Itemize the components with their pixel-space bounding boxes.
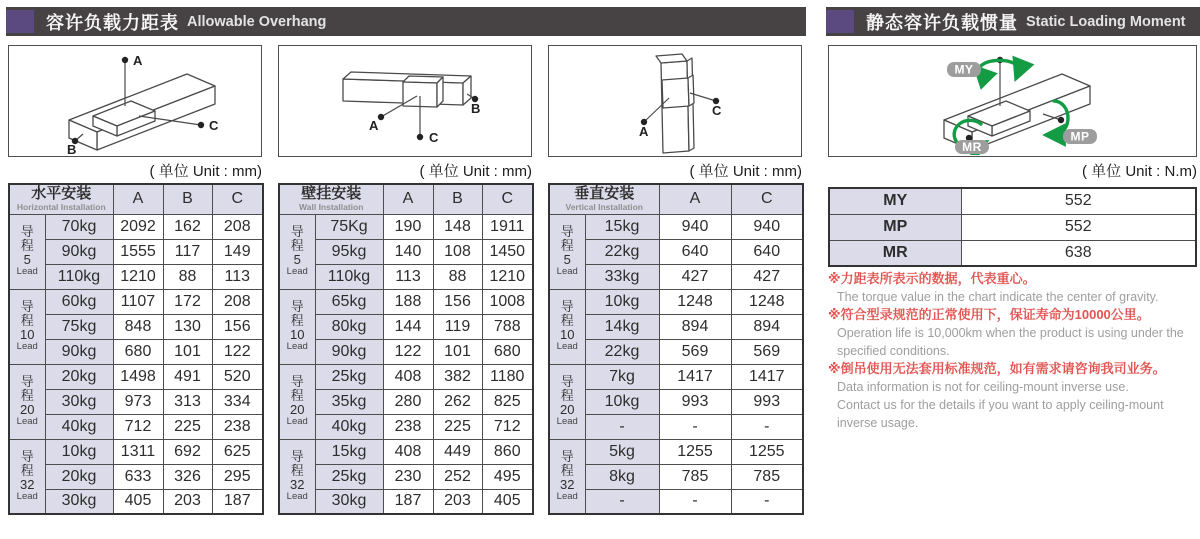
value-cell: 680 [482, 339, 533, 364]
value-cell: 149 [212, 239, 263, 264]
value-cell: 569 [731, 339, 803, 364]
value-cell: 860 [482, 439, 533, 464]
value-cell: - [659, 414, 731, 439]
table-row [279, 289, 533, 314]
value-cell: 144 [383, 314, 433, 339]
wall-rail-drawing [279, 46, 530, 155]
table-row [549, 389, 803, 414]
lead-group-label: 导 程 5 Lead [9, 214, 45, 289]
load-cell: - [585, 489, 659, 514]
table-title-cn: 垂直安装 [574, 185, 635, 203]
note [828, 360, 1200, 432]
value-cell: 203 [163, 489, 212, 514]
table-row [9, 414, 263, 439]
value-cell: 894 [731, 314, 803, 339]
value-cell: 88 [433, 264, 482, 289]
value-cell: 405 [113, 489, 163, 514]
value-cell: - [659, 489, 731, 514]
load-cell: 25kg [315, 364, 383, 389]
value-cell: 187 [212, 489, 263, 514]
value-cell: 122 [212, 339, 263, 364]
value-cell: 625 [212, 439, 263, 464]
unit-label-nm: ( 单位 Unit : N.m) [1082, 163, 1197, 180]
table-static-moment [828, 187, 1197, 267]
dim-label-b: B [471, 101, 481, 116]
column-header-A: A [659, 184, 731, 214]
table-row [549, 464, 803, 489]
moment-label-mr: MR [962, 140, 982, 154]
table-row [549, 414, 803, 439]
value-cell: 993 [659, 389, 731, 414]
table-row [9, 464, 263, 489]
load-cell: 20kg [45, 364, 113, 389]
value-cell: 1311 [113, 439, 163, 464]
value-cell: 520 [212, 364, 263, 389]
load-cell: 40kg [315, 414, 383, 439]
table-wall-installation [278, 183, 534, 515]
load-cell: 35kg [315, 389, 383, 414]
table-title-en: Vertical Installation [565, 201, 643, 212]
load-cell: 14kg [585, 314, 659, 339]
value-cell: 172 [163, 289, 212, 314]
moment-label-cell: MP [829, 214, 961, 240]
value-cell: 113 [212, 264, 263, 289]
load-cell: 110kg [45, 264, 113, 289]
notes [828, 270, 1200, 432]
value-cell: 427 [659, 264, 731, 289]
lead-group-label: 导 程 32 Lead [279, 439, 315, 514]
load-cell: 33kg [585, 264, 659, 289]
table-row [9, 239, 263, 264]
value-cell: 940 [659, 214, 731, 239]
column-header-C: C [731, 184, 803, 214]
value-cell: 225 [163, 414, 212, 439]
value-cell: 188 [383, 289, 433, 314]
value-cell: 130 [163, 314, 212, 339]
note-en: The torque value in the chart indicate the center of gravity. [837, 290, 1159, 304]
value-cell: 382 [433, 364, 482, 389]
unit-label-mm: ( 单位 Unit : mm) [419, 163, 532, 180]
load-cell: 110kg [315, 264, 383, 289]
table-title-cn: 壁挂安装 [301, 185, 362, 203]
value-cell: 1107 [113, 289, 163, 314]
value-cell: 569 [659, 339, 731, 364]
value-cell: 230 [383, 464, 433, 489]
load-cell: 90kg [45, 239, 113, 264]
section-header-overhang [6, 7, 806, 36]
value-cell: 825 [482, 389, 533, 414]
value-cell: 122 [383, 339, 433, 364]
value-cell: 449 [433, 439, 482, 464]
vertical-rail-drawing [549, 46, 800, 155]
value-cell: 1417 [659, 364, 731, 389]
moment-value-cell: 638 [961, 240, 1196, 266]
section-title-en: Allowable Overhang [187, 13, 327, 30]
value-cell: 208 [212, 214, 263, 239]
table-title [549, 184, 659, 214]
value-cell: 156 [433, 289, 482, 314]
dim-label-c: C [712, 103, 722, 118]
column-header-C: C [212, 184, 263, 214]
value-cell: 252 [433, 464, 482, 489]
value-cell: 408 [383, 439, 433, 464]
value-cell: 238 [212, 414, 263, 439]
value-cell: 1498 [113, 364, 163, 389]
moment-label-my: MY [954, 62, 974, 77]
table-row [829, 188, 1196, 214]
dim-label-a: A [133, 53, 143, 68]
value-cell: 633 [113, 464, 163, 489]
table-vertical-installation [548, 183, 804, 515]
value-cell: 238 [383, 414, 433, 439]
value-cell: - [731, 414, 803, 439]
value-cell: 148 [433, 214, 482, 239]
horizontal-rail-drawing [9, 46, 260, 155]
unit-label-mm: ( 单位 Unit : mm) [149, 163, 262, 180]
note-en: Data information is not for ceiling-mount inverse use. [837, 380, 1129, 394]
table-row [9, 439, 263, 464]
lead-group-label: 导 程 32 Lead [9, 439, 45, 514]
value-cell: 1248 [731, 289, 803, 314]
diagram-vertical-installation [548, 45, 802, 157]
column-header-B: B [163, 184, 212, 214]
value-cell: 101 [433, 339, 482, 364]
load-cell: 8kg [585, 464, 659, 489]
value-cell: 788 [482, 314, 533, 339]
value-cell: 2092 [113, 214, 163, 239]
value-cell: 280 [383, 389, 433, 414]
load-cell: 75Kg [315, 214, 383, 239]
load-cell: 5kg [585, 439, 659, 464]
value-cell: 113 [383, 264, 433, 289]
table-row [279, 464, 533, 489]
table-title-en: Horizontal Installation [16, 201, 106, 212]
value-cell: 408 [383, 364, 433, 389]
value-cell: 225 [433, 414, 482, 439]
dim-label-c: C [429, 130, 439, 145]
value-cell: 1450 [482, 239, 533, 264]
table-row [549, 339, 803, 364]
value-cell: 712 [113, 414, 163, 439]
load-cell: 20kg [45, 464, 113, 489]
value-cell: 405 [482, 489, 533, 514]
table-row [279, 339, 533, 364]
value-cell: 88 [163, 264, 212, 289]
table-row [279, 489, 533, 514]
load-cell: 60kg [45, 289, 113, 314]
value-cell: 101 [163, 339, 212, 364]
load-cell: 22kg [585, 339, 659, 364]
value-cell: 295 [212, 464, 263, 489]
value-cell: 1210 [482, 264, 533, 289]
note-en: Contact us for the details if you want to apply ceiling-mount [837, 398, 1164, 412]
note-en: Operation life is 10,000km when the product is using under the [837, 326, 1184, 340]
table-row [829, 214, 1196, 240]
table-row [9, 289, 263, 314]
value-cell: 1248 [659, 289, 731, 314]
value-cell: 640 [659, 239, 731, 264]
lead-group-label: 导 程 20 Lead [549, 364, 585, 439]
table-row [9, 389, 263, 414]
value-cell: 140 [383, 239, 433, 264]
value-cell: 1417 [731, 364, 803, 389]
lead-group-label: 导 程 10 Lead [549, 289, 585, 364]
moment-value-cell: 552 [961, 188, 1196, 214]
purple-accent-square [826, 10, 854, 33]
table-header-row [9, 184, 263, 214]
table-row [279, 389, 533, 414]
section-title-cn: 静态容许负载惯量 [866, 12, 1018, 33]
value-cell: 334 [212, 389, 263, 414]
diagram-static-moment [828, 45, 1197, 157]
table-row [9, 264, 263, 289]
table-row [9, 364, 263, 389]
load-cell: 10kg [585, 389, 659, 414]
value-cell: 187 [383, 489, 433, 514]
table-row [279, 364, 533, 389]
dim-label-c: C [209, 118, 219, 133]
dim-label-a: A [639, 124, 649, 139]
value-cell: 117 [163, 239, 212, 264]
table-horizontal-installation [8, 183, 264, 515]
table-row [9, 339, 263, 364]
table-header-row [279, 184, 533, 214]
table-title [279, 184, 383, 214]
table-row [829, 240, 1196, 266]
load-cell: 65kg [315, 289, 383, 314]
column-header-A: A [383, 184, 433, 214]
table-row [549, 264, 803, 289]
lead-group-label: 导 程 20 Lead [279, 364, 315, 439]
column-header-B: B [433, 184, 482, 214]
note-cn: ※力距表所表示的数据，代表重心。 [828, 271, 1036, 286]
note [828, 270, 1200, 306]
load-cell: 70kg [45, 214, 113, 239]
value-cell: 1255 [731, 439, 803, 464]
value-cell: 973 [113, 389, 163, 414]
value-cell: 108 [433, 239, 482, 264]
value-cell: 785 [731, 464, 803, 489]
section-header-moment [826, 7, 1200, 36]
value-cell: 156 [212, 314, 263, 339]
value-cell: 162 [163, 214, 212, 239]
column-header-C: C [482, 184, 533, 214]
table-row [549, 314, 803, 339]
table-row [279, 439, 533, 464]
lead-group-label: 导 程 20 Lead [9, 364, 45, 439]
diagram-wall-installation [278, 45, 532, 157]
dim-label-a: A [369, 118, 379, 133]
note [828, 306, 1200, 360]
table-title [9, 184, 113, 214]
value-cell: 491 [163, 364, 212, 389]
dim-label-b: B [67, 142, 77, 155]
load-cell: 22kg [585, 239, 659, 264]
value-cell: 1210 [113, 264, 163, 289]
value-cell: 993 [731, 389, 803, 414]
lead-group-label: 导 程 32 Lead [549, 439, 585, 514]
value-cell: 785 [659, 464, 731, 489]
value-cell: 640 [731, 239, 803, 264]
table-title-en: Wall Installation [299, 201, 364, 212]
note-en: specified conditions. [837, 344, 950, 358]
note-en: inverse usage. [837, 416, 919, 430]
table-row [279, 239, 533, 264]
table-row [9, 214, 263, 239]
value-cell: 427 [731, 264, 803, 289]
table-row [279, 214, 533, 239]
value-cell: 495 [482, 464, 533, 489]
moment-label-cell: MR [829, 240, 961, 266]
value-cell: 712 [482, 414, 533, 439]
note-cn: ※符合型录规范的正常使用下，保证寿命为10000公里。 [828, 307, 1150, 322]
table-row [549, 364, 803, 389]
value-cell: 262 [433, 389, 482, 414]
value-cell: 1180 [482, 364, 533, 389]
value-cell: 940 [731, 214, 803, 239]
value-cell: 326 [163, 464, 212, 489]
value-cell: 894 [659, 314, 731, 339]
lead-group-label: 导 程 10 Lead [279, 289, 315, 364]
value-cell: 190 [383, 214, 433, 239]
moment-label-mp: MP [1070, 129, 1090, 144]
value-cell: 1911 [482, 214, 533, 239]
lead-group-label: 导 程 5 Lead [549, 214, 585, 289]
load-cell: 7kg [585, 364, 659, 389]
load-cell: 40kg [45, 414, 113, 439]
load-cell: 10kg [585, 289, 659, 314]
value-cell: 1008 [482, 289, 533, 314]
value-cell: 313 [163, 389, 212, 414]
table-row [549, 439, 803, 464]
value-cell: 848 [113, 314, 163, 339]
load-cell: 90kg [315, 339, 383, 364]
load-cell: 25kg [315, 464, 383, 489]
load-cell: 90kg [45, 339, 113, 364]
load-cell: 10kg [45, 439, 113, 464]
load-cell: 75kg [45, 314, 113, 339]
value-cell: 203 [433, 489, 482, 514]
lead-group-label: 导 程 5 Lead [279, 214, 315, 289]
table-row [549, 289, 803, 314]
load-cell: 15kg [585, 214, 659, 239]
table-row [549, 214, 803, 239]
table-row [549, 239, 803, 264]
value-cell: 119 [433, 314, 482, 339]
table-row [279, 264, 533, 289]
load-cell: 30kg [315, 489, 383, 514]
load-cell: - [585, 414, 659, 439]
value-cell: 1555 [113, 239, 163, 264]
value-cell: - [731, 489, 803, 514]
value-cell: 692 [163, 439, 212, 464]
moment-label-cell: MY [829, 188, 961, 214]
unit-label-mm: ( 单位 Unit : mm) [689, 163, 802, 180]
value-cell: 208 [212, 289, 263, 314]
value-cell: 680 [113, 339, 163, 364]
purple-accent-square [6, 10, 34, 33]
load-cell: 80kg [315, 314, 383, 339]
moment-rail-drawing [829, 46, 1195, 155]
lead-group-label: 导 程 10 Lead [9, 289, 45, 364]
table-row [279, 314, 533, 339]
table-row [9, 489, 263, 514]
table-row [549, 489, 803, 514]
load-cell: 30kg [45, 389, 113, 414]
table-row [9, 314, 263, 339]
section-title-cn: 容许负载力距表 [46, 12, 179, 33]
load-cell: 95kg [315, 239, 383, 264]
load-cell: 15kg [315, 439, 383, 464]
note-cn: ※倒吊使用无法套用标准规范，如有需求请咨询我司业务。 [828, 361, 1166, 376]
value-cell: 1255 [659, 439, 731, 464]
table-header-row [549, 184, 803, 214]
section-title-en: Static Loading Moment [1026, 13, 1186, 30]
diagram-horizontal-installation [8, 45, 262, 157]
column-header-A: A [113, 184, 163, 214]
moment-value-cell: 552 [961, 214, 1196, 240]
load-cell: 30kg [45, 489, 113, 514]
table-title-cn: 水平安装 [31, 185, 92, 203]
table-row [279, 414, 533, 439]
